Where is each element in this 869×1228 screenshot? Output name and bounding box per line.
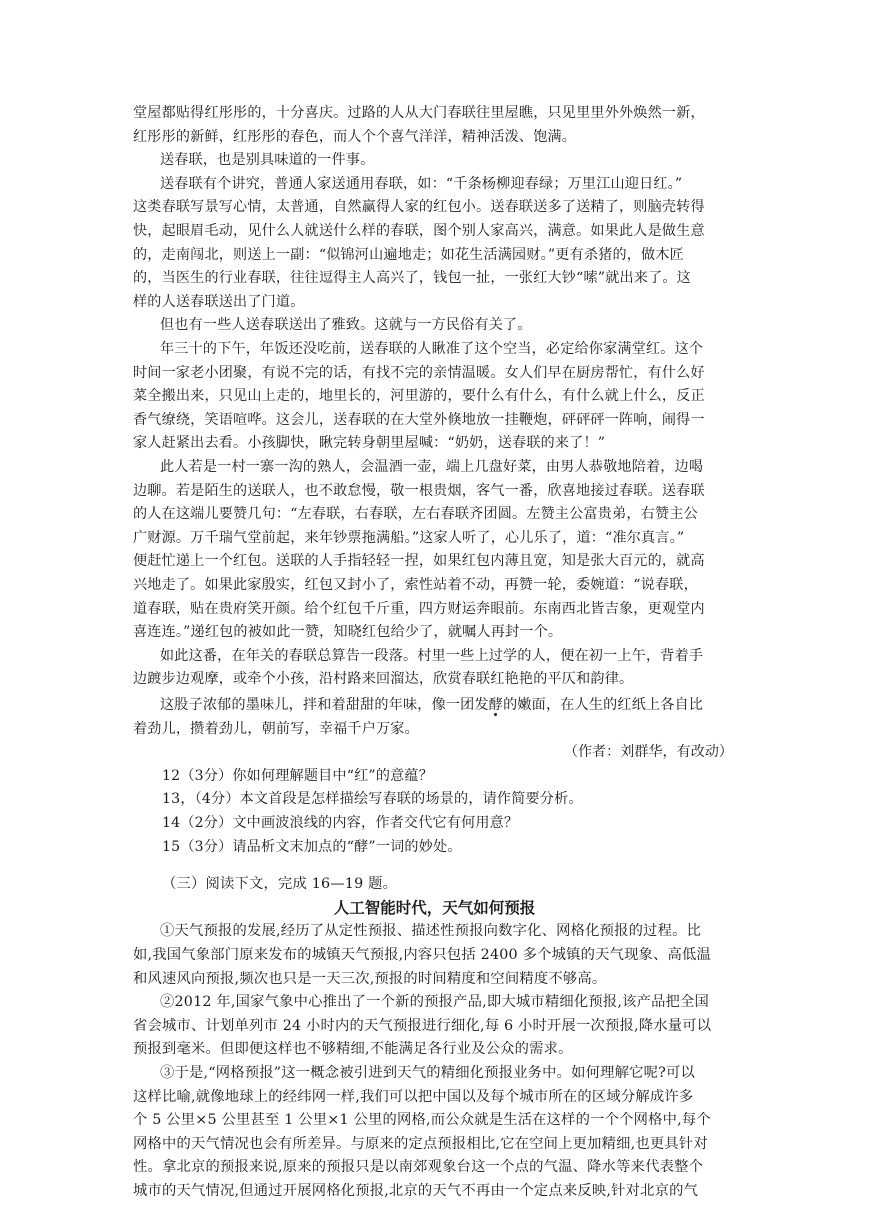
story-line: 送春联，也是别具味道的一件事。 [160, 152, 375, 169]
closing-pre: 这股子浓郁的墨味儿，拌和着甜甜的年味，像一团发 [160, 697, 489, 713]
story-line: 时间一家老小团聚，有说不完的话，有找不完的亲情温暖。女人们早在厨房帮忙，有什么好 [133, 364, 705, 381]
article-line: 和风速风向预报,频次也只是一天三次,预报的时间精度和空间精度不够高。 [133, 970, 607, 987]
story-line: 样的人送春联送出了门道。 [133, 293, 305, 310]
article-line: ①天气预报的发展,经历了从定性预报、描述性预报向数字化、网格化预报的过程。比 [160, 923, 702, 940]
story-line: 兴地走了。如果此家殷实，红包又封小了，索性站着不动，再赞一轮，委婉道：“说春联， [133, 577, 698, 593]
story-line: 这类春联写景写心情，太普通，自然赢得人家的红包小。送春联送多了送精了，则脑壳转得 [133, 199, 705, 216]
question-item: 15（3分）请品析文末加点的“酵”一词的妙处。 [162, 838, 462, 855]
article-line: 预报到毫米。但即便这样也不够精细,不能满足各行业及公众的需求。 [133, 1041, 573, 1058]
story-line: 送春联有个讲究，普通人家送通用春联，如：“千条杨柳迎春绿；万里江山迎日红。” [160, 175, 683, 192]
closing-line-2: 着劲儿，攒着劲儿，朝前写，幸福千户万家。 [133, 720, 419, 737]
story-line: 的，走南闯北，则送上一副：“似锦河山遍地走；如花生活满园财。”更有杀猪的，做木匠 [133, 246, 684, 263]
story-line: 菜全搬出来，只见山上走的，地里长的，河里游的，要什么有什么，有什么就上什么，反正 [133, 388, 705, 405]
question-item: 13，（4分）本文首段是怎样描绘写春联的场景的，请作简要分析。 [162, 791, 583, 808]
story-line: 边聊。若是陌生的送联人，也不敢怠慢，敬一根贵烟，客气一番，欣喜地接过春联。送春联 [133, 482, 705, 499]
story-line: 快，起眼眉毛动，见什么人就送什么样的春联，图个别人家高兴，满意。如果此人是做生意 [133, 223, 705, 239]
story-line: 堂屋都贴得红彤彤的，十分喜庆。过路的人从大门春联往里屋瞧，只见里里外外焕然一新， [133, 105, 705, 121]
closing-line-1 [160, 693, 703, 717]
closing-post: 的嫩面，在人生的红纸上各自比 [503, 697, 704, 713]
article-line: 城市的天气情况,但通过开展网格化预报,北京的天气不再由一个定点来反映,针对北京的气 [133, 1183, 699, 1199]
article-line: 个 5 公里×5 公里甚至 1 公里×1 公里的网格,而公众就是生活在这样的一个个网格中,每个 [133, 1112, 711, 1129]
story-line: 广财源。万千瑞气堂前起，来年钞票拖满船。”这家人听了，心儿乐了，道：“准尔真言。” [133, 529, 685, 546]
story-line: 此人若是一村一寨一沟的熟人，会温酒一壶，端上几盘好菜，由男人恭敬地陪着，边喝 [160, 459, 704, 475]
article-line: 网格中的天气情况也会有所差异。与原来的定点预报相比,它在空间上更加精细,也更具针对 [133, 1135, 708, 1152]
story-line: 但也有一些人送春联送出了雅致。这就与一方民俗有关了。 [160, 317, 532, 334]
story-line: 的人在这端儿要赞几句：“左春联，右春联，左右春联齐团圆。左赞主公富贵弟，右赞主公 [133, 506, 698, 523]
section-intro: （三）阅读下文，完成 16—19 题。 [162, 876, 398, 893]
article-line: 省会城市、计划单列市 24 小时内的天气预报进行细化,每 6 小时开展一次预报,降水量可以 [133, 1017, 712, 1034]
article-line: 如,我国气象部门原来发布的城镇天气预报,内容只包括 2400 多个城镇的天气现象、高低温 [133, 947, 712, 963]
story-line: 喜连连。”递红包的被如此一赞，知晓红包给少了，就嘱人再封一个。 [133, 624, 563, 641]
story-line: 香气缭绕，笑语喧哗。这会儿，送春联的在大堂外倏地放一挂鞭炮，砰砰砰一阵响，闹得一 [133, 411, 705, 428]
article-line: 性。拿北京的预报来说,原来的预报只是以南郊观象台这一个点的气温、降水等来代表整个 [133, 1159, 704, 1176]
emphasized-char: 酵 [488, 697, 504, 713]
story-line: 年三十的下午，年饭还没吃前，送春联的人瞅准了这个空当，必定给你家满堂红。这个 [160, 341, 704, 357]
story-line: 的，当医生的行业春联，往往逗得主人高兴了，钱包一扯，一张红大钞“嗦”就出来了。这 [133, 270, 691, 287]
story-line: 便赶忙递上一个红包。送联的人手指轻轻一捏，如果红包内薄且宽，知是张大百元的，就高 [133, 553, 705, 570]
story-line: 红彤彤的新鲜，红彤彤的春色，而人个个喜气洋洋，精神活泼、饱满。 [133, 128, 577, 145]
article-line: ③于是,“网格预报”这一概念被引进到天气的精细化预报业务中。如何理解它呢?可以 [160, 1065, 696, 1081]
story-line: 家人赶紧出去看。小孩脚快，瞅完转身朝里屋喊：“奶奶，送春联的来了！” [133, 435, 606, 452]
question-item: 14（2分）文中画波浪线的内容，作者交代它有何用意？ [162, 815, 519, 831]
article-title: 人工智能时代，天气如何预报 [333, 898, 536, 917]
article-line: 这样比喻,就像地球上的经纬网一样,我们可以把中国以及每个城市所在的区域分解成许多 [133, 1088, 694, 1105]
question-item: 12（3分）你如何理解题目中“红”的意蕴？ [162, 767, 434, 784]
article-line: ②2012 年,国家气象中心推出了一个新的预报产品,即大城市精细化预报,该产品把全国 [160, 994, 710, 1011]
story-line: 道春联，贴在贵府笑开颜。给个红包千斤重，四方财运奔眼前。东南西北皆吉象，更观堂内 [133, 600, 705, 617]
story-line: 如此这番，在年关的春联总算告一段落。村里一些上过学的人，便在初一上午，背着手 [160, 647, 704, 664]
story-line: 边踱步边观摩，或牵个小孩，沿村路来回溜达，欣赏春联红艳艳的平仄和韵律。 [133, 671, 634, 688]
author-credit: （作者：刘群华，有改动） [563, 744, 733, 761]
